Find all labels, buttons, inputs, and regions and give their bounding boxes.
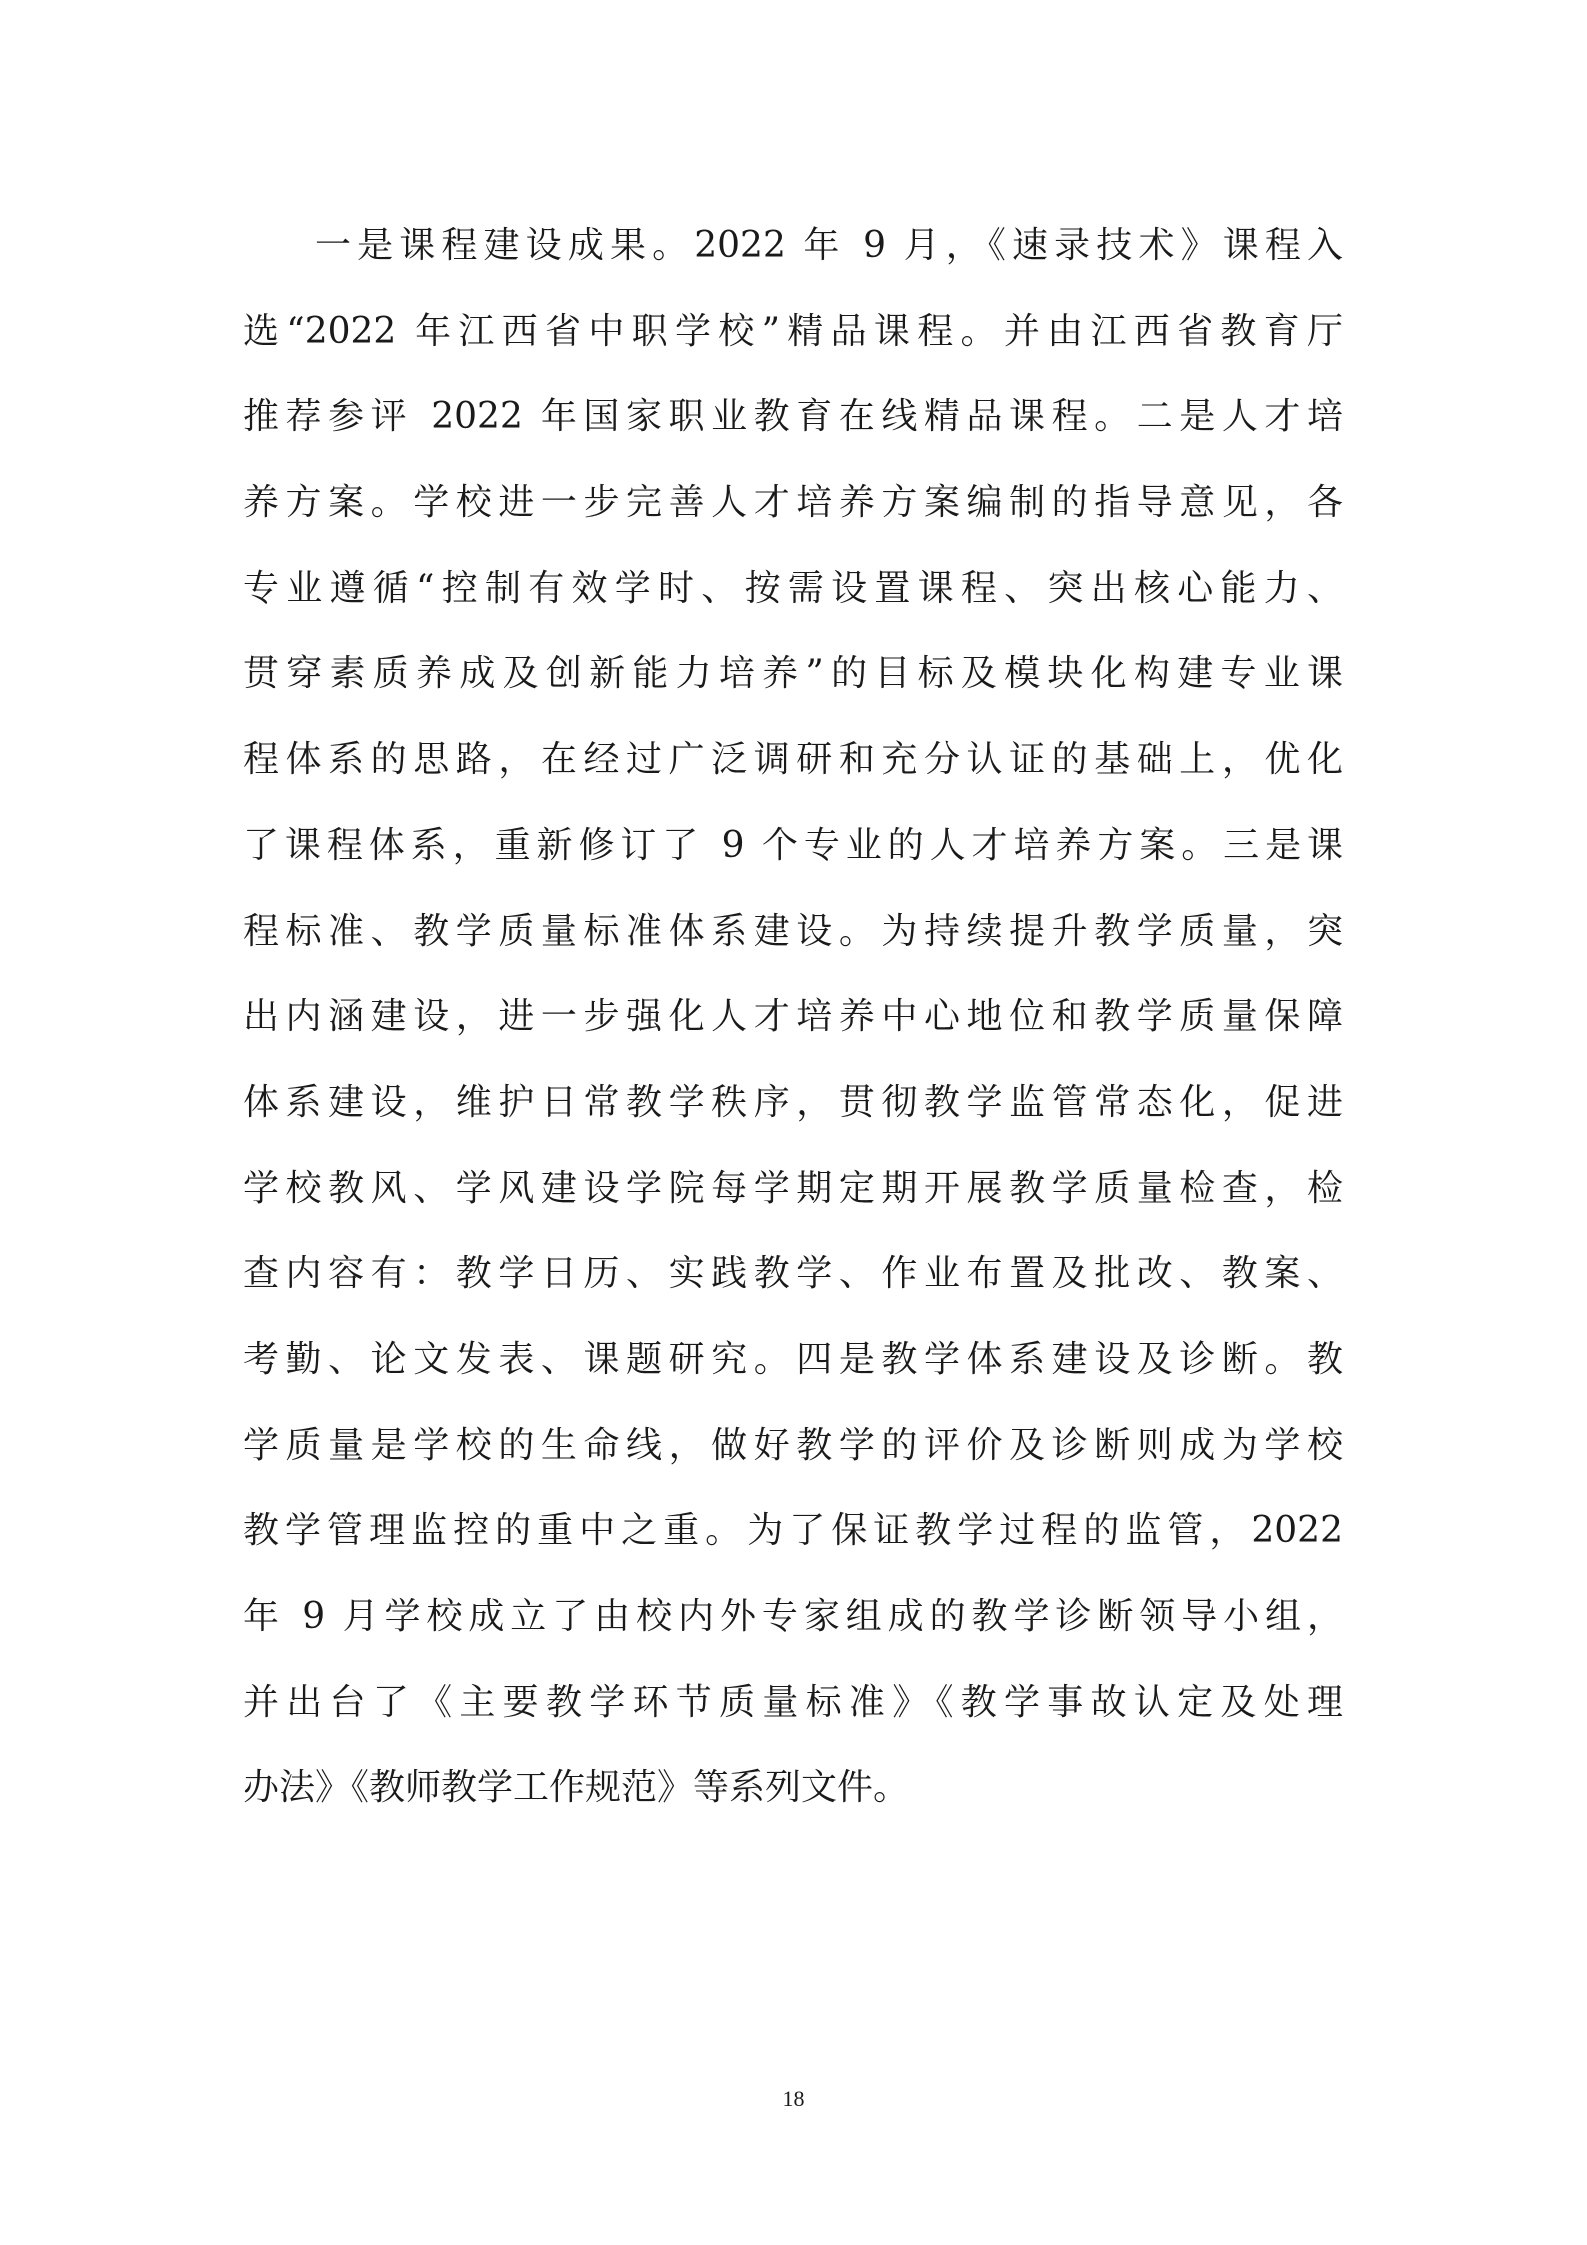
paragraph-line: 程标准、教学质量标准体系建设。为持续提升教学质量，突 [243, 910, 1343, 952]
paragraph-line: 办法》《教师教学工作规范》等系列文件。 [243, 1767, 910, 1809]
paragraph-line: 选“2022 年江西省中职学校”精品课程。并由江西省教育厅 [243, 310, 1343, 352]
paragraph-line: 学校教风、学风建设学院每学期定期开展教学质量检查，检 [243, 1167, 1343, 1209]
paragraph-line: 年 9 月学校成立了由校内外专家组成的教学诊断领导小组， [243, 1596, 1343, 1637]
paragraph-line: 体系建设，维护日常教学秩序，贯彻教学监管常态化，促进 [243, 1081, 1343, 1123]
page-number: 18 [782, 2086, 805, 2111]
paragraph-line: 查内容有：教学日历、实践教学、作业布置及批改、教案、 [243, 1253, 1343, 1295]
paragraph-line: 一是课程建设成果。2022 年 9 月，《速录技术》课程入 [315, 225, 1343, 266]
paragraph-line: 推荐参评 2022 年国家职业教育在线精品课程。二是人才培 [243, 396, 1343, 438]
body-paragraph [243, 203, 1343, 1831]
paragraph-line: 了课程体系，重新修订了 9 个专业的人才培养方案。三是课 [243, 824, 1343, 866]
paragraph-line: 程体系的思路，在经过广泛调研和充分认证的基础上，优化 [243, 739, 1343, 781]
paragraph-line: 考勤、论文发表、课题研究。四是教学体系建设及诊断。教 [243, 1338, 1343, 1380]
paragraph-line: 学质量是学校的生命线，做好教学的评价及诊断则成为学校 [243, 1424, 1343, 1466]
paragraph-line: 养方案。学校进一步完善人才培养方案编制的指导意见，各 [243, 482, 1343, 524]
paragraph-line: 教学管理监控的重中之重。为了保证教学过程的监管，2022 [243, 1510, 1343, 1552]
paragraph-line: 出内涵建设，进一步强化人才培养中心地位和教学质量保障 [243, 996, 1343, 1038]
paragraph-line: 专业遵循“控制有效学时、按需设置课程、突出核心能力、 [243, 567, 1343, 609]
paragraph-line: 并出台了《主要教学环节质量标准》《教学事故认定及处理 [243, 1681, 1343, 1723]
paragraph-line: 贯穿素质养成及创新能力培养”的目标及模块化构建专业课 [243, 653, 1343, 695]
